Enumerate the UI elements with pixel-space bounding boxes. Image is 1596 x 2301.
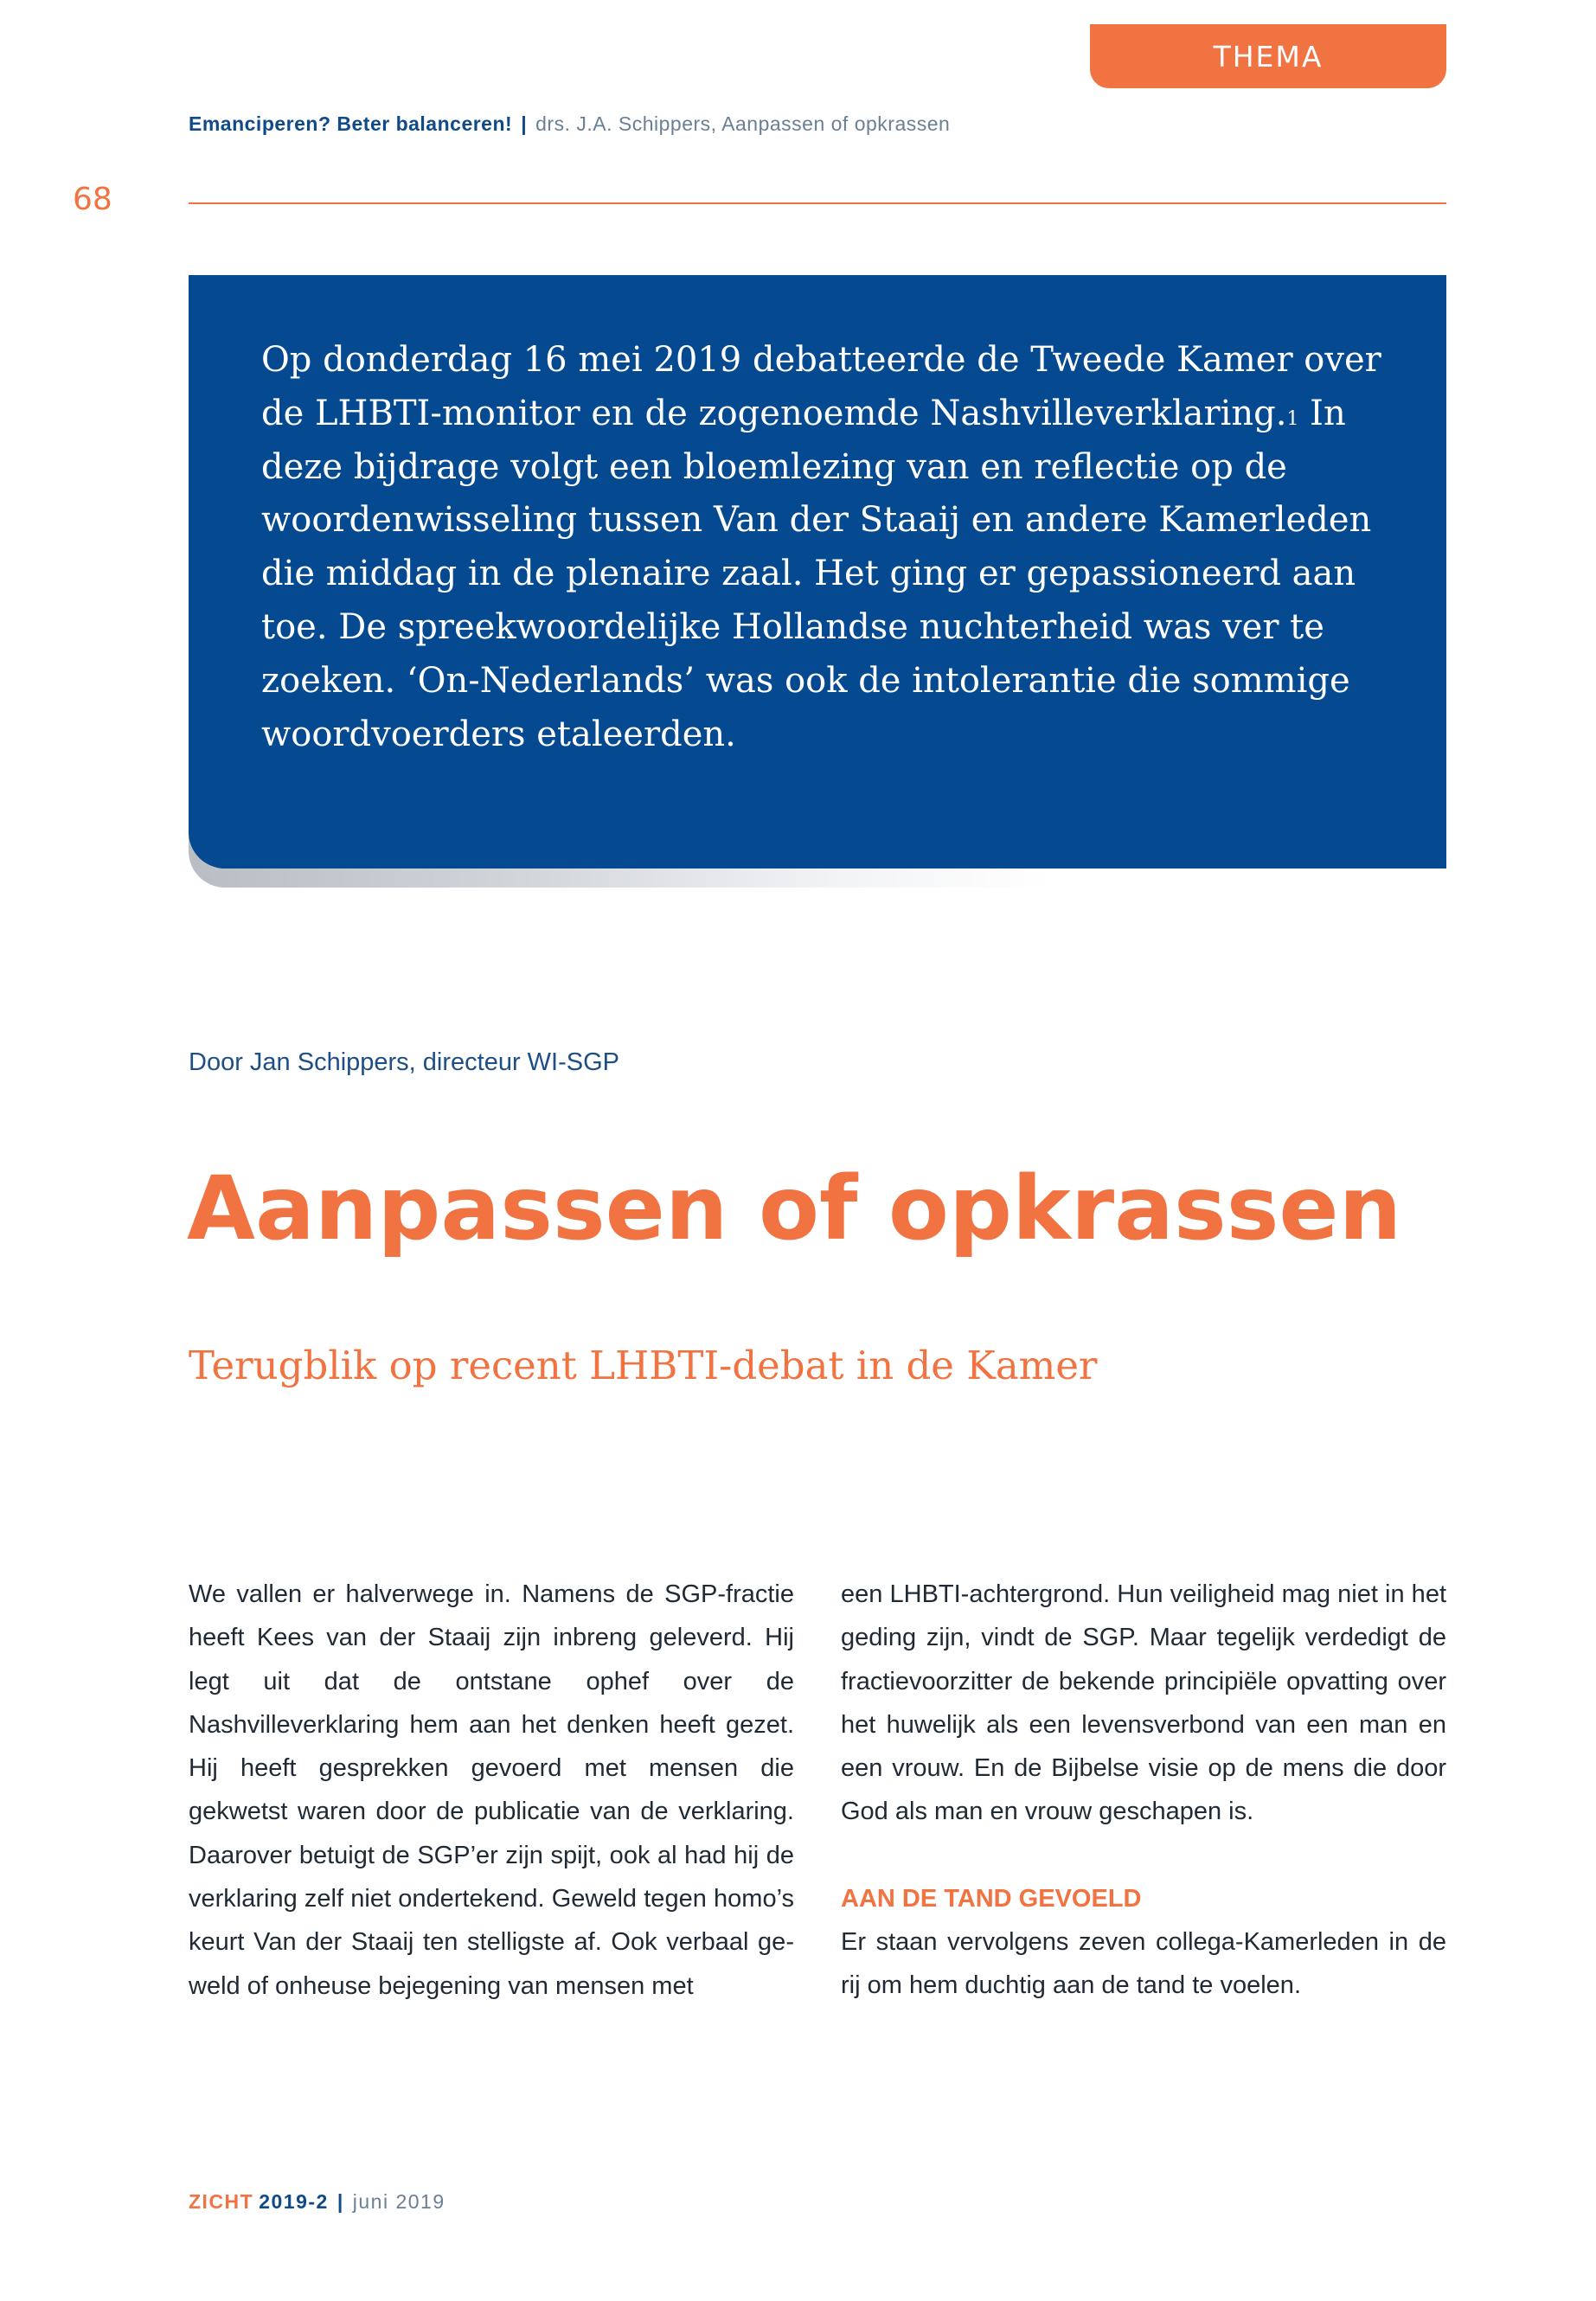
byline: Door Jan Schippers, directeur WI-SGP (189, 1048, 620, 1076)
issue-number: 2019-2 (259, 2190, 329, 2213)
article-subtitle: Terugblik op recent LHBTI-debat in de Kamer (189, 1343, 1098, 1388)
paragraph-gap (841, 1834, 1446, 1877)
running-header (189, 112, 950, 136)
section-heading: AAN DE TAND GEVOELD (841, 1884, 1142, 1913)
article-reference: drs. J.A. Schippers, Aanpassen of opkrassen (535, 112, 951, 135)
body-paragraph: Er staan vervolgens zeven collega-Kamerleden in de rij om hem duchtig aan de tand te voelen. (841, 1928, 1446, 2000)
series-title: Emanciperen? Beter balanceren! (189, 112, 513, 135)
intro-text-part-2: In deze bijdrage volgt een bloemlezing van en reflectie op de woordenwisseling tussen Van der Staaij en andere Kamerleden die middag in de plenaire zaal. Het ging er gepassioneerd aan toe. De spreekwoordelijke Hollandse nuchterheid was ver te zoeken. ‘On-Nederlands’ was ook de intolerantie die sommige woordvoerders etaleerden. (261, 393, 1372, 754)
article-title: Aanpassen of opkrassen (187, 1157, 1402, 1260)
intro-text-part-1: Op donderdag 16 mei 2019 debatteerde de Tweede Kamer over de LHBTI-monitor en de zogenoemde Nashvilleverklaring. (261, 340, 1381, 433)
magazine-name: ZICHT (189, 2190, 254, 2213)
header-rule (189, 202, 1446, 204)
page-number: 68 (73, 182, 112, 217)
section-tab: THEMA (1090, 24, 1446, 88)
body-column-right (841, 1573, 1446, 2008)
body-column-left (189, 1573, 794, 2008)
footer-separator: | (337, 2190, 344, 2213)
footnote-reference[interactable]: 1 (1286, 407, 1299, 430)
issue-date: juni 2019 (352, 2190, 445, 2213)
intro-box (189, 275, 1446, 868)
body-paragraph: een LHBTI-achtergrond. Hun veiligheid mag niet in het geding zijn, vindt de SGP. Maar tegelijk verdedigt de fractievoorzitter de bekende principiële opvatting over het huwelijk als een levensverbond van een man en een vrouw. En de Bijbelse visie op de mens die door God als man en vrouw geschapen is. (841, 1580, 1446, 1826)
body-paragraph: We vallen er halverwege in. Namens de SGP-fractie heeft Kees van der Staaij zijn inbreng geleverd. Hij legt uit dat de ontstane ophef over de Nashvilleverklaring hem aan het denken heeft gezet. Hij heeft gesprekken gevoerd met mensen die gekwetst waren door de publicatie van de verklaring. Daarover betuigt de SGP’er zijn spijt, ook al had hij de verklaring zelf niet ondertekend. Geweld tegen homo’s keurt Van der Staaij ten stelligste af. Ook verbaal geweld of onheuse bejegening van mensen met (189, 1580, 794, 2000)
page-footer (189, 2190, 445, 2214)
header-separator: | (521, 112, 528, 135)
intro-text (261, 334, 1420, 761)
